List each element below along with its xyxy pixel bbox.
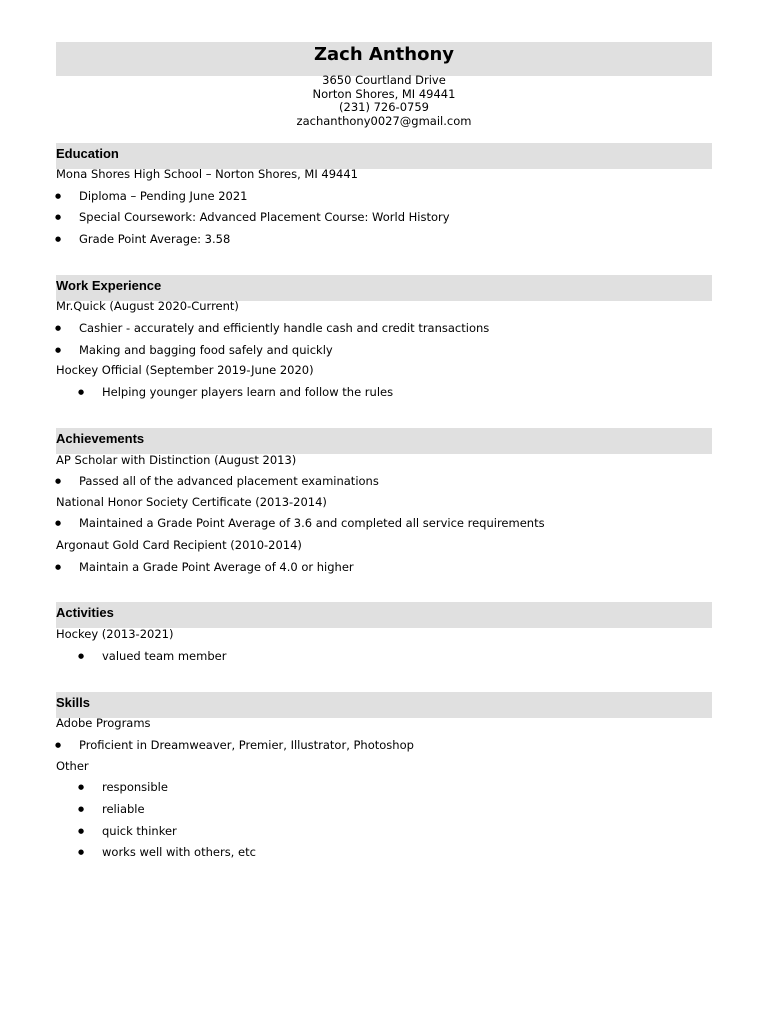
section-header-achievements — [56, 428, 712, 454]
list-item: ● Maintain a Grade Point Average of 4.0 or higher — [79, 560, 354, 574]
list-item: ● Grade Point Average: 3.58 — [79, 232, 230, 246]
list-item: ● reliable — [102, 802, 145, 816]
list-item: ● Maintained a Grade Point Average of 3.6 and completed all service requirements — [79, 516, 545, 530]
list-item: ● responsible — [102, 780, 168, 794]
list-item: ● Diploma – Pending June 2021 — [79, 189, 248, 203]
section-header-skills — [56, 692, 712, 718]
list-item: ● Making and bagging food safely and quickly — [79, 343, 333, 357]
section-title: Education — [56, 146, 119, 161]
section-title: Activities — [56, 605, 114, 620]
list-item: ● Proficient in Dreamweaver, Premier, Illustrator, Photoshop — [79, 738, 414, 752]
section-title: Achievements — [56, 431, 145, 446]
list-item: ● Helping younger players learn and follow the rules — [102, 385, 393, 399]
contact-address: 3650 Courtland Drive — [322, 73, 446, 87]
job-line: Hockey Official (September 2019-June 2020) — [56, 363, 314, 377]
contact-phone: (231) 726-0759 — [339, 100, 429, 114]
school-line: Mona Shores High School – Norton Shores, MI 49441 — [56, 167, 358, 181]
achievement-line: AP Scholar with Distinction (August 2013) — [56, 453, 297, 467]
applicant-name: Zach Anthony — [313, 44, 455, 65]
skill-group-line: Other — [56, 759, 89, 773]
activity-line: Hockey (2013-2021) — [56, 627, 174, 641]
section-title: Skills — [56, 695, 90, 710]
contact-city: Norton Shores, MI 49441 — [312, 87, 456, 101]
section-header-education — [56, 143, 712, 169]
achievement-line: National Honor Society Certificate (2013-2014) — [56, 495, 327, 509]
job-line: Mr.Quick (August 2020-Current) — [56, 299, 239, 313]
section-title: Work Experience — [56, 278, 162, 293]
section-header-activities — [56, 602, 712, 628]
achievement-line: Argonaut Gold Card Recipient (2010-2014) — [56, 538, 302, 552]
skill-group-line: Adobe Programs — [56, 716, 151, 730]
list-item: ● Passed all of the advanced placement examinations — [79, 474, 379, 488]
list-item: ● valued team member — [102, 649, 226, 663]
list-item: ● Special Coursework: Advanced Placement Course: World History — [79, 210, 450, 224]
contact-email: zachanthony0027@gmail.com — [296, 114, 472, 128]
name-banner — [56, 42, 712, 76]
section-header-work-experience — [56, 275, 712, 301]
list-item: ● works well with others, etc — [102, 845, 256, 859]
list-item: ● Cashier - accurately and efficiently handle cash and credit transactions — [79, 321, 489, 335]
list-item: ● quick thinker — [102, 824, 177, 838]
